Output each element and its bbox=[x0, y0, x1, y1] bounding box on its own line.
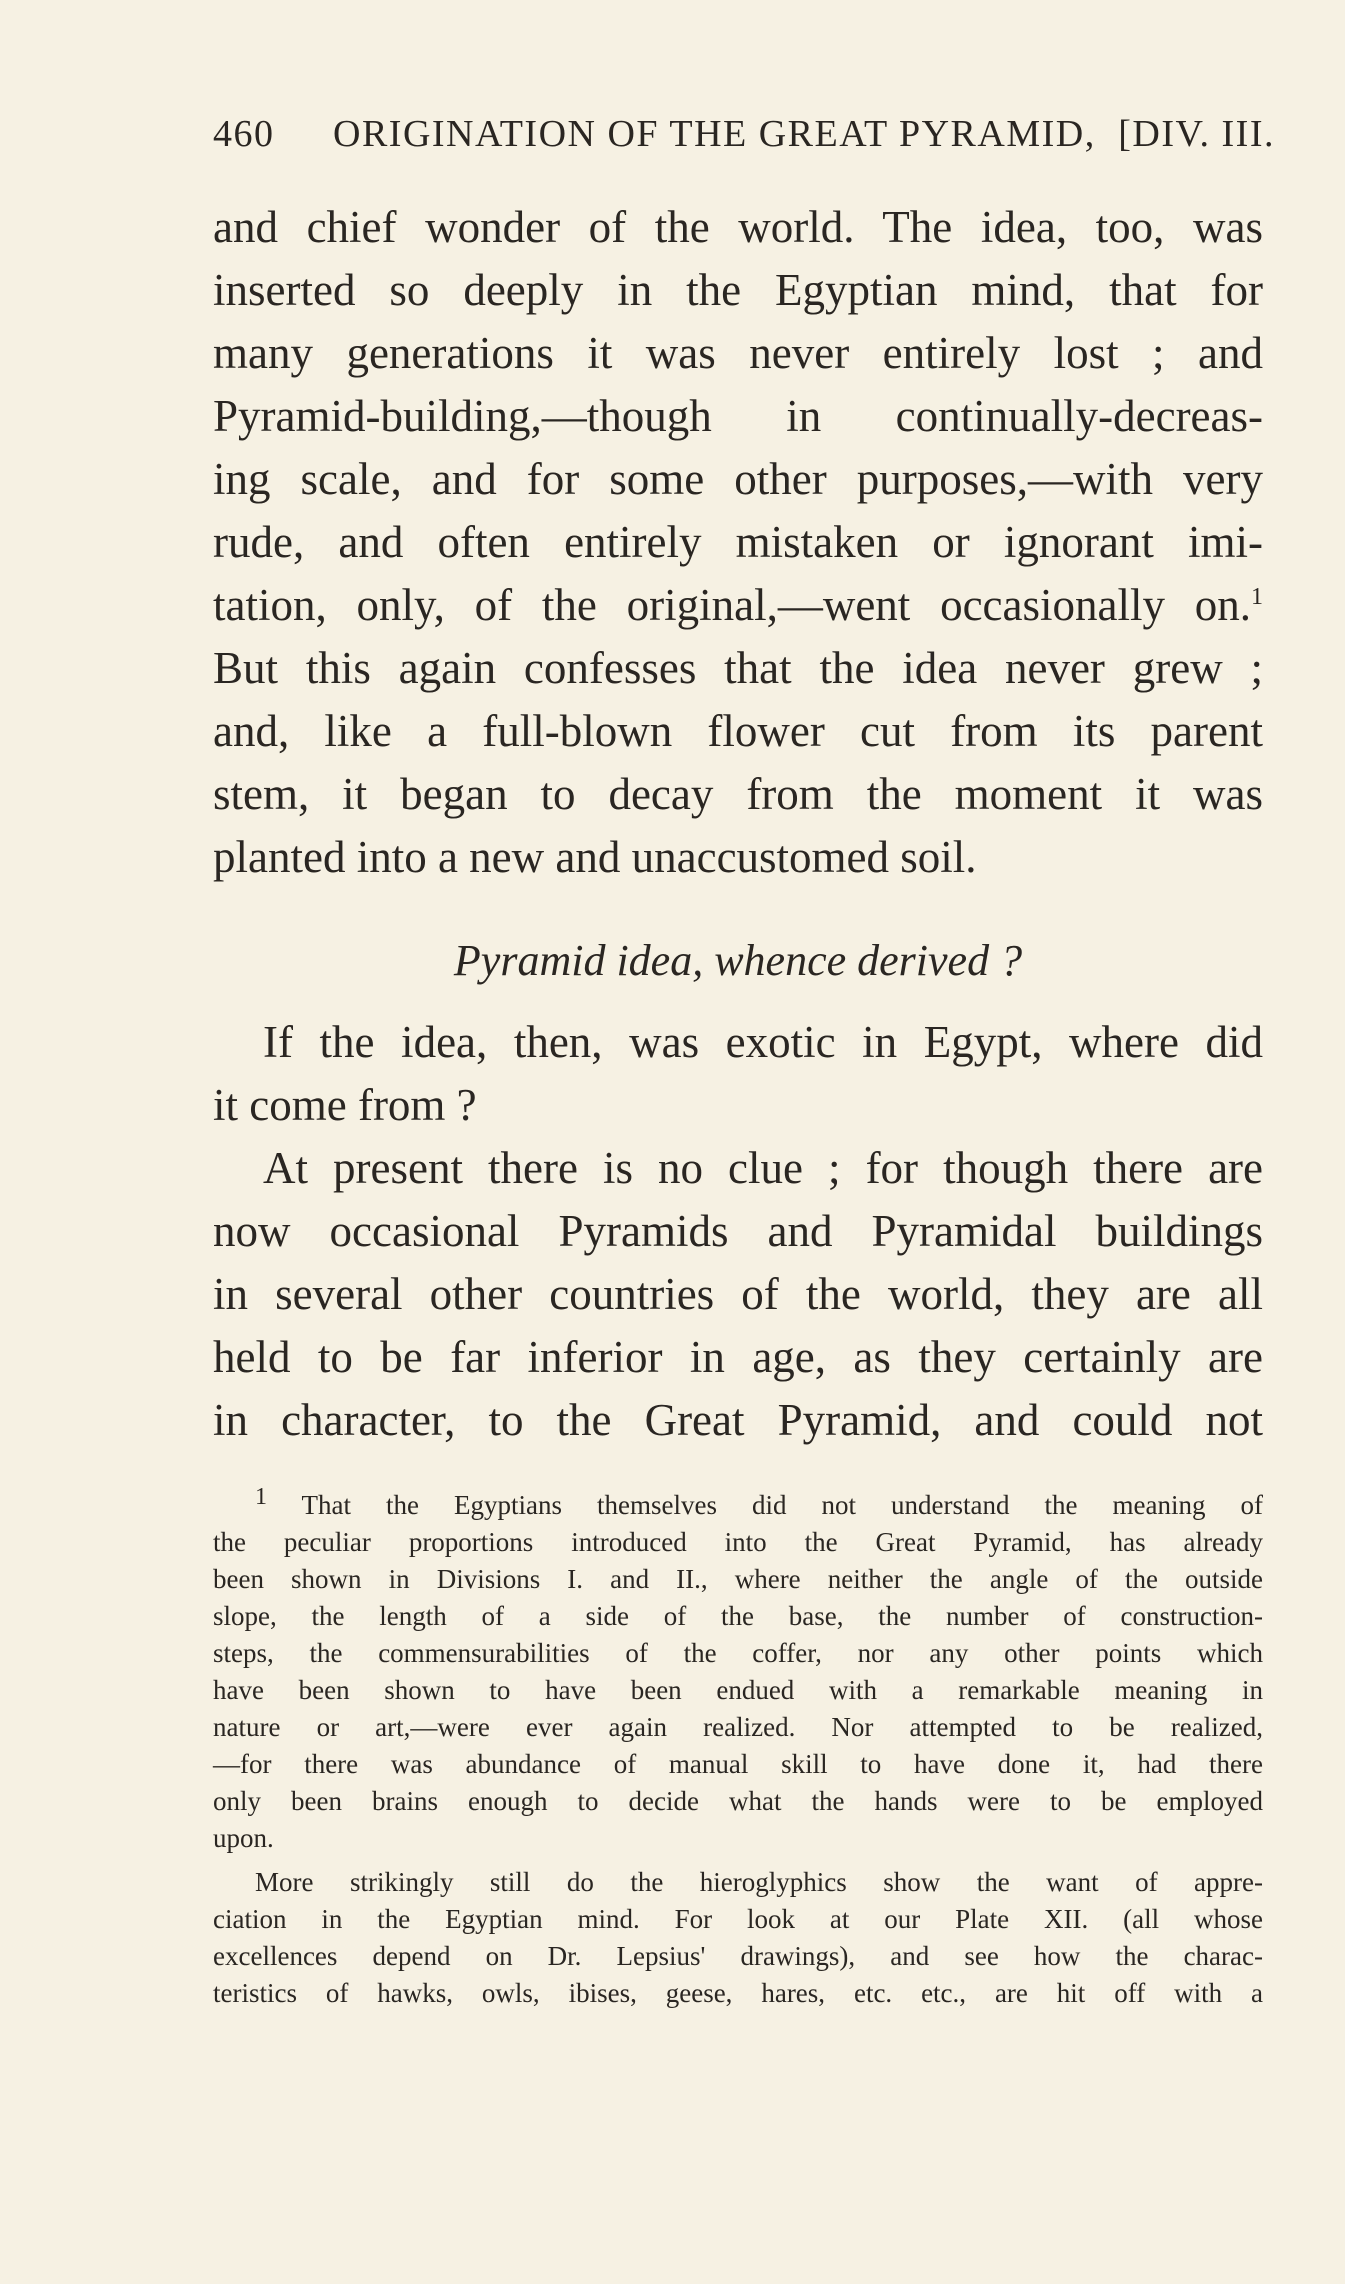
body-line: But this again confesses that the idea never grew ; bbox=[213, 643, 1263, 693]
body-line: At present there is no clue ; for though there are bbox=[263, 1143, 1263, 1193]
footnote-line: teristics of hawks, owls, ibises, geese, hares, etc. etc., are hit off with a bbox=[213, 1978, 1263, 2008]
body-line: planted into a new and unaccustomed soil. bbox=[213, 832, 977, 882]
footnote-line-with-marker bbox=[255, 1484, 1263, 1524]
body-line: many generations it was never entirely lost ; and bbox=[213, 328, 1263, 378]
header-division: [DIV. III. bbox=[1118, 113, 1275, 155]
footnote-line: steps, the commensurabilities of the coffer, nor any other points which bbox=[213, 1638, 1263, 1668]
body-line: If the idea, then, was exotic in Egypt, where did bbox=[263, 1017, 1263, 1067]
body-line: and, like a full-blown flower cut from its parent bbox=[213, 706, 1263, 756]
footnote-line: been shown in Divisions I. and II., where neither the angle of the outside bbox=[213, 1564, 1263, 1594]
section-heading: Pyramid idea, whence derived ? bbox=[453, 936, 1023, 985]
running-header bbox=[213, 104, 1275, 160]
footnote-line: upon. bbox=[213, 1823, 274, 1853]
page-number: 460 bbox=[213, 113, 275, 155]
body-line: inserted so deeply in the Egyptian mind, that for bbox=[213, 265, 1263, 315]
footnote-line: the peculiar proportions introduced into the Great Pyramid, has already bbox=[213, 1527, 1263, 1557]
footnote-line: have been shown to have been endued with a remarkable meaning in bbox=[213, 1675, 1263, 1705]
body-line: in several other countries of the world, they are all bbox=[213, 1269, 1263, 1319]
footnote-line: excellences depend on Dr. Lepsius' drawings), and see how the charac- bbox=[213, 1941, 1263, 1971]
footnote-reference[interactable]: 1 bbox=[1251, 584, 1263, 610]
footnote-line: More strikingly still do the hieroglyphics show the want of appre- bbox=[255, 1867, 1263, 1897]
body-line: Pyramid-building,—though in continually-decreas- bbox=[213, 391, 1263, 441]
footnote-line: nature or art,—were ever again realized. Nor attempted to be realized, bbox=[213, 1712, 1263, 1742]
footnote-line: only been brains enough to decide what the hands were to be employed bbox=[213, 1786, 1263, 1816]
body-line: and chief wonder of the world. The idea, too, was bbox=[213, 202, 1263, 252]
body-line: held to be far inferior in age, as they certainly are bbox=[213, 1332, 1263, 1382]
footnote-line: slope, the length of a side of the base, the number of construction- bbox=[213, 1601, 1263, 1631]
body-line: ing scale, and for some other purposes,—with very bbox=[213, 454, 1263, 504]
footnote-marker: 1 bbox=[255, 1484, 267, 1510]
body-line: in character, to the Great Pyramid, and could not bbox=[213, 1395, 1263, 1445]
footnote-line: ciation in the Egyptian mind. For look at our Plate XII. (all whose bbox=[213, 1904, 1263, 1934]
footnote-text: That the Egyptians themselves did not understand the meaning of bbox=[301, 1490, 1263, 1520]
body-line: rude, and often entirely mistaken or ignorant imi- bbox=[213, 517, 1263, 567]
body-line-with-footnote-ref bbox=[213, 573, 1263, 637]
body-line: stem, it began to decay from the moment it was bbox=[213, 769, 1263, 819]
footnote-line: —for there was abundance of manual skill to have done it, had there bbox=[213, 1749, 1263, 1779]
header-title: ORIGINATION OF THE GREAT PYRAMID, bbox=[333, 113, 1096, 155]
body-line-text: tation, only, of the original,—went occasionally on. bbox=[213, 580, 1251, 630]
body-line: it come from ? bbox=[213, 1080, 477, 1130]
body-line: now occasional Pyramids and Pyramidal buildings bbox=[213, 1206, 1263, 1256]
